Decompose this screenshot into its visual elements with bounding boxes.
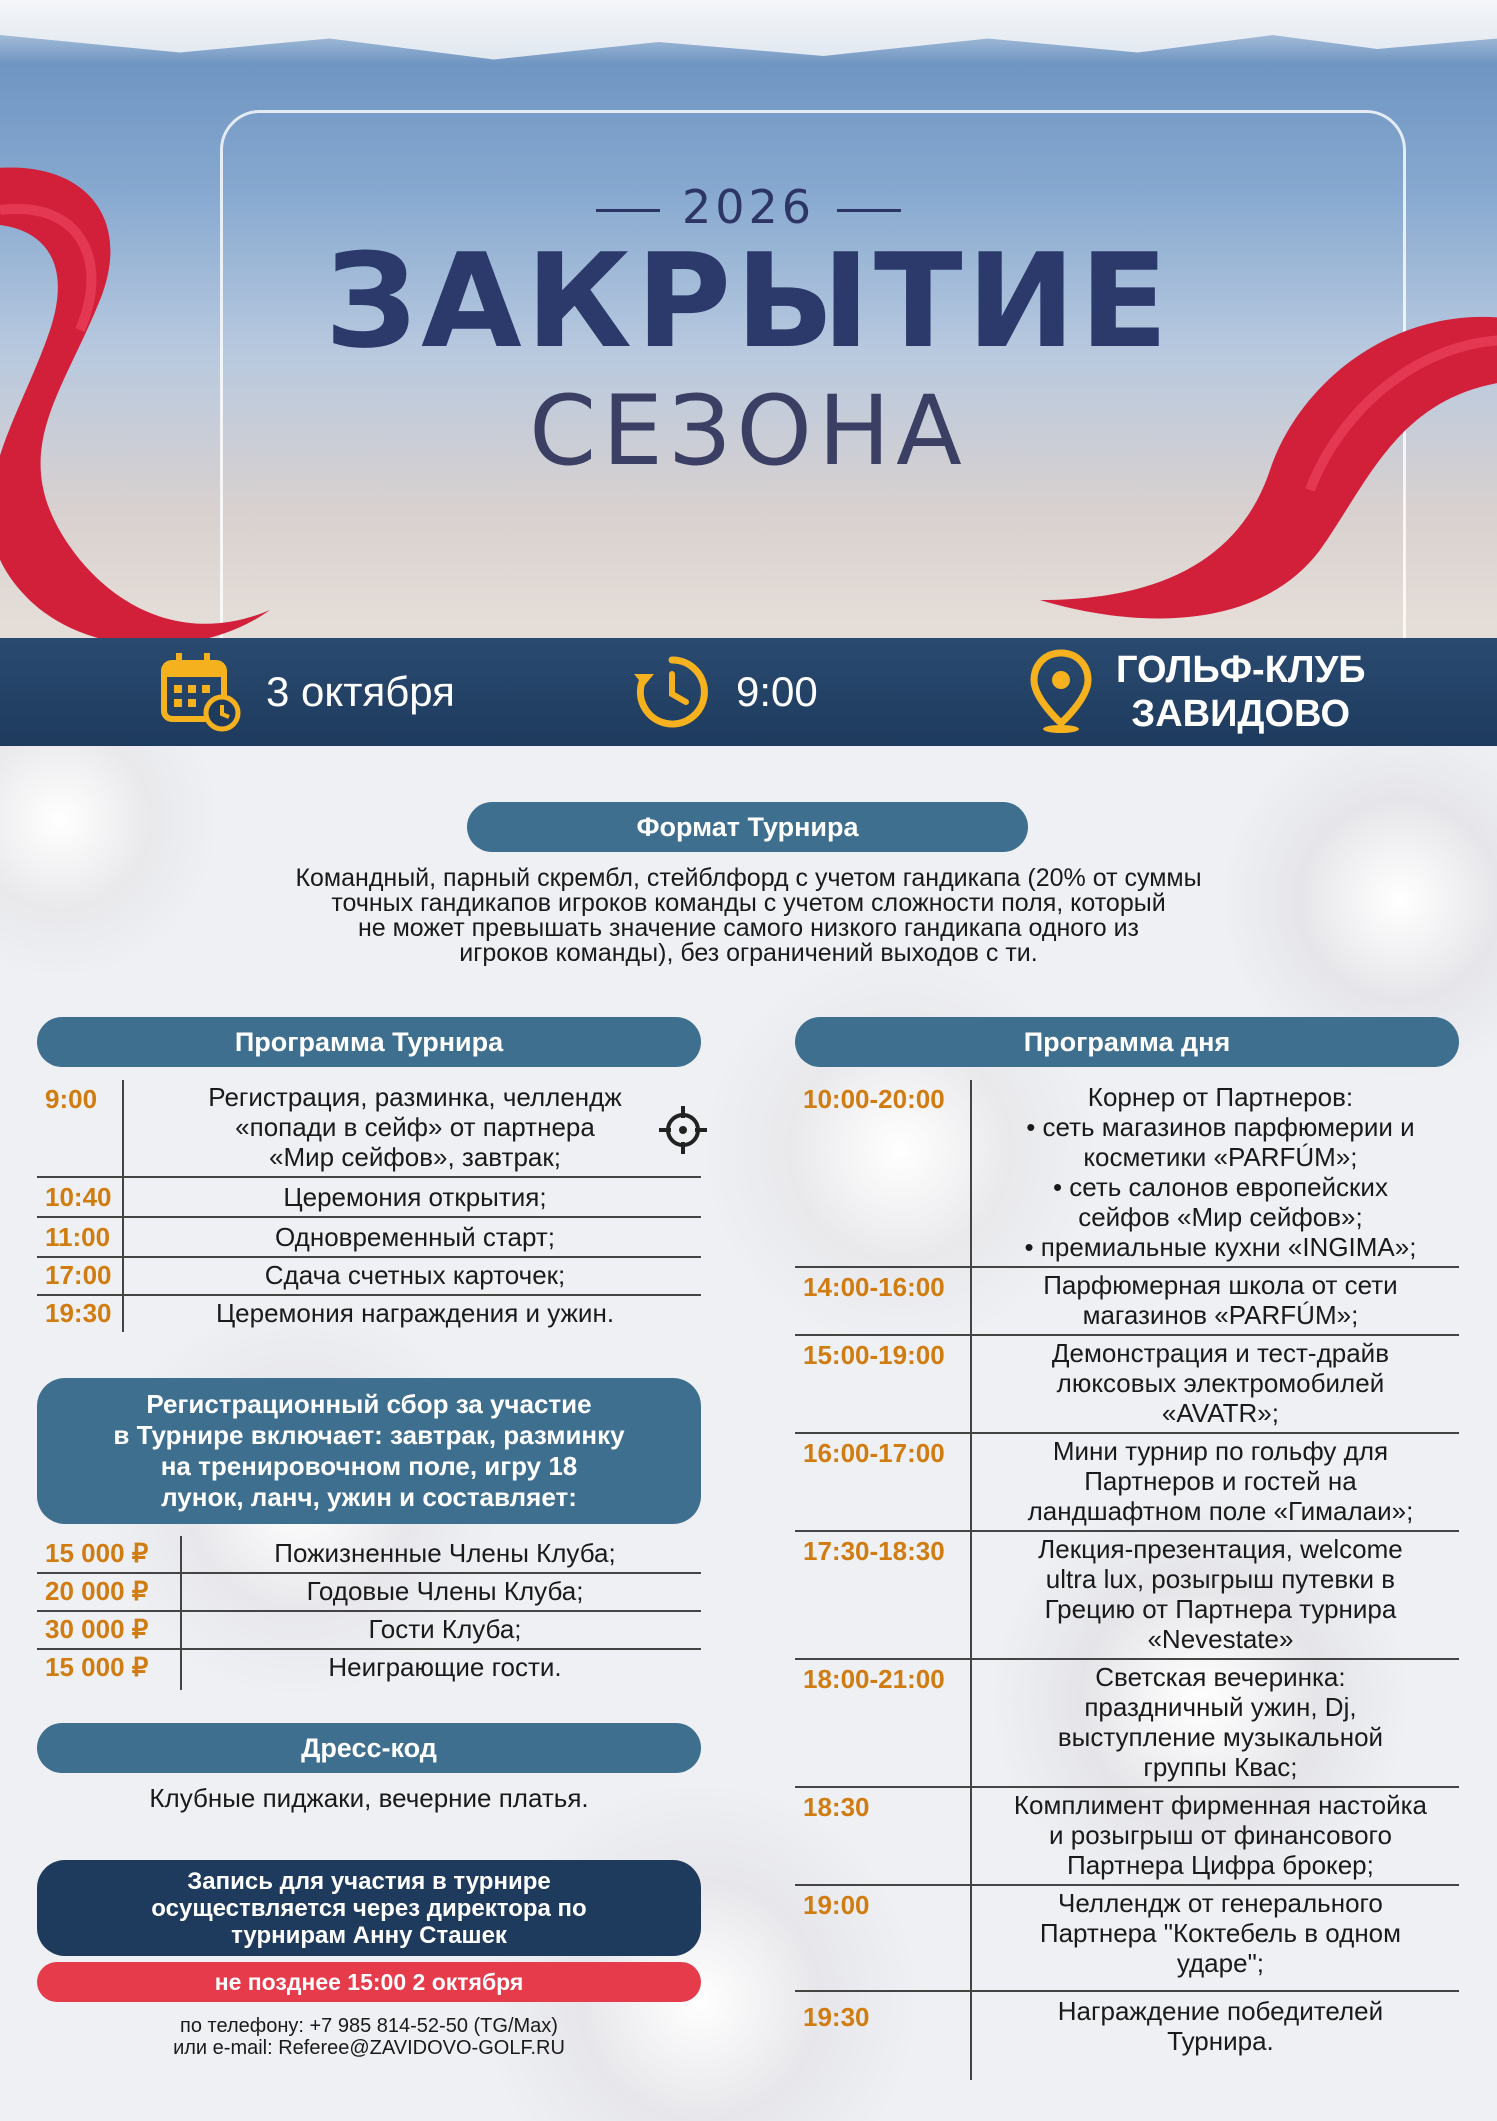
fee-row: 20 000 ₽ Годовые Члены Клуба; [37,1574,701,1612]
day-program-row: 18:30 Комплимент фирменная настойка и розыгрыш от финансового Партнера Цифра брокер; [795,1788,1459,1886]
program-row: 17:00 Сдача счетных карточек; [37,1258,701,1296]
info-bar [0,638,1497,746]
day-program-heading: Программа дня [795,1017,1459,1067]
event-venue [1030,638,1366,746]
program-row: 19:30 Церемония награждения и ужин. [45,1298,615,1328]
event-date [160,638,455,746]
format-heading: Формат Турнира [467,802,1028,852]
event-time-text: 9:00 [736,668,818,715]
dress-code-text: Клубные пиджаки, вечерние платья. [149,1783,589,1813]
program-row: 9:00 Регистрация, разминка, челлендж «попади в сейф» от партнера «Мир сейфов», завтрак; [37,1080,701,1178]
dress-code-heading: Дресс-код [37,1723,701,1773]
tournament-program-heading: Программа Турнира [37,1017,701,1067]
day-program-row: 14:00-16:00 Парфюмерная школа от сети магазинов «PARFÚM»; [795,1268,1459,1336]
day-program-row: 17:30-18:30 Лекция-презентация, welcome ultra lux, розыгрыш путевки в Грецию от Партнера турнира «Nevestate» [795,1532,1459,1660]
day-program-row: 19:30 Награждение победителей Турнира. [803,1996,1384,2056]
event-title: ЗАКРЫТИЕ [324,225,1173,377]
hero-banner [0,0,1497,640]
fee-row: 15 000 ₽ Пожизненные Члены Клуба; [37,1536,701,1574]
target-icon [657,1104,709,1156]
venue-line1: ГОЛЬФ-КЛУБ [1116,649,1366,691]
event-subtitle: СЕЗОНА [529,375,968,487]
venue-line2: ЗАВИДОВО [1131,693,1351,735]
event-date-text: 3 октября [266,668,455,715]
program-row: 11:00 Одновременный старт; [37,1218,701,1258]
event-year: 2026 [0,180,1497,234]
day-program-row: 16:00-17:00 Мини турнир по гольфу для Партнеров и гостей на ландшафтном поле «Гималаи»; [795,1434,1459,1532]
location-pin-icon [1030,649,1092,735]
format-description: Командный, парный скрембл, стейблфорд с учетом гандикапа (20% от суммы точных гандикапов игроков команды с учетом сложности поля, который не может превышать значение самого низкого гандикапа одного из игроков команды), без ограничений выходов с ти. [295,864,1202,967]
calendar-icon [160,651,242,733]
signup-contact [37,2015,701,2059]
fee-row: 15 000 ₽ Неиграющие гости. [45,1652,562,1682]
contact-phone[interactable]: по телефону: +7 985 814-52-50 (TG/Max) [180,2015,558,2037]
registration-fee-box: Регистрационный сбор за участие в Турнире включает: завтрак, разминку на тренировочном поле, игру 18 лунок, ланч, ужин и составляет: [37,1378,701,1524]
contact-email[interactable]: или e-mail: Referee@ZAVIDOVO-GOLF.RU [173,2037,565,2059]
day-program-row: 10:00-20:00 Корнер от Партнеров: • сеть магазинов парфюмерии и косметики «PARFÚM»; • сеть салонов европейских сейфов «Мир сейфов»; • премиальные кухни «INGIMA»; [795,1080,1459,1268]
day-program-row: 15:00-19:00 Демонстрация и тест-драйв люксовых электромобилей «AVATR»; [795,1336,1459,1434]
fee-row: 30 000 ₽ Гости Клуба; [37,1612,701,1650]
event-time [632,638,818,746]
program-row: 10:40 Церемония открытия; [37,1178,701,1218]
signup-deadline: не позднее 15:00 2 октября [37,1962,701,2002]
clock-icon [632,652,712,732]
day-program-row: 19:00 Челлендж от генерального Партнера "Коктебель в одном ударе"; [795,1886,1459,1992]
day-program-row: 18:00-21:00 Светская вечеринка: праздничный ужин, Dj, выступление музыкальной группы Квас; [795,1660,1459,1788]
signup-box: Запись для участия в турнире осуществляется через директора по турнирам Анну Сташек [37,1860,701,1956]
torn-paper-edge [0,0,1497,70]
